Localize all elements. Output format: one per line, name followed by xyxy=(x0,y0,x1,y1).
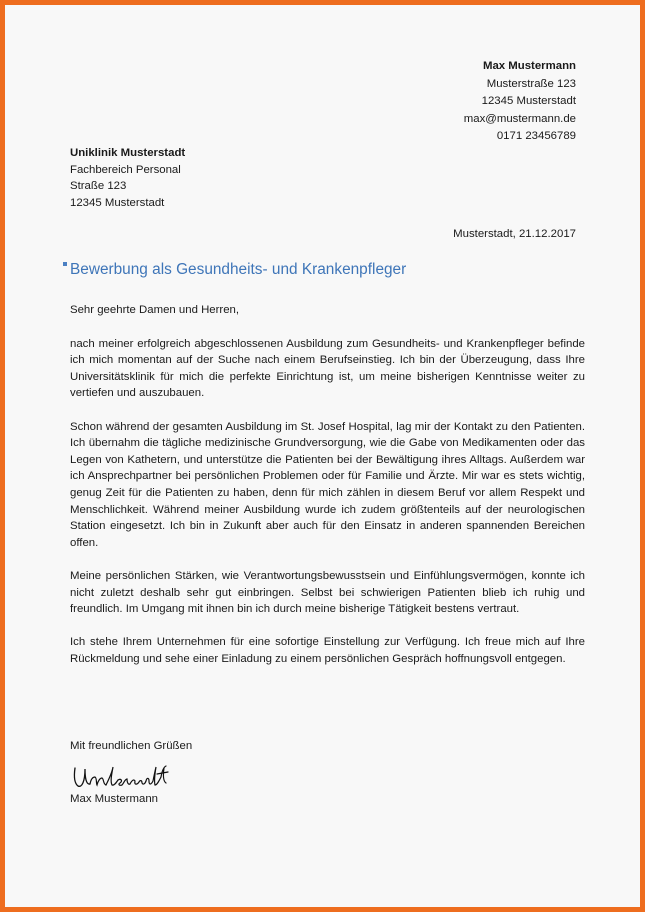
recipient-city: 12345 Musterstadt xyxy=(70,196,165,209)
sender-email: max@mustermann.de xyxy=(463,112,576,125)
handwritten-signature-icon xyxy=(69,759,173,795)
sender-phone: 0171 23456789 xyxy=(496,130,576,143)
subject-line: Bewerbung als Gesundheits- und Krankenpfleger xyxy=(70,261,407,278)
signer-name: Max Mustermann xyxy=(70,793,158,805)
sender-city: 12345 Musterstadt xyxy=(481,95,576,108)
date-line: Musterstadt, 21.12.2017 xyxy=(453,228,576,240)
salutation: Sehr geehrte Damen und Herren, xyxy=(70,304,240,316)
sender-address-block xyxy=(464,58,576,146)
letter-page xyxy=(5,5,640,907)
recipient-address-block xyxy=(70,145,185,211)
closing-line: Mit freundlichen Grüßen xyxy=(70,740,193,752)
body-paragraph-4: Ich stehe Ihrem Unternehmen für eine sofortige Einstellung zur Verfügung. Ich freue mich auf Ihre Rückmeldung und sehe einer Einladung zu einem persönlichen Gespräch hoffnungsvoll entgegen. xyxy=(70,636,585,665)
recipient-department: Fachbereich Personal xyxy=(70,163,181,176)
heading-marker-icon xyxy=(63,262,67,266)
recipient-street: Straße 123 xyxy=(70,180,127,193)
sender-name: Max Mustermann xyxy=(482,60,576,72)
body-paragraph-3: Meine persönlichen Stärken, wie Verantwortungsbewusstsein und Einfühlungsvermögen, konnte ich nicht zuletzt deshalb sehr gut einbringen. Selbst bei schwierigen Patienten blieb ich ruhig und freundlich. Im Umgang mit ihnen bin ich durch meine bisherige Tätigkeit bestens vertraut. xyxy=(70,569,585,616)
letter-body xyxy=(70,302,585,684)
recipient-organization: Uniklinik Musterstadt xyxy=(70,147,186,159)
sender-street: Musterstraße 123 xyxy=(486,77,576,90)
body-paragraph-1: nach meiner erfolgreich abgeschlossenen Ausbildung zum Gesundheits- und Krankenpfleger befinde ich mich momentan auf der Suche nach einem Berufseinstieg. Ich bin der Überzeugung, dass Ihre Universitätsklinik für mich die perfekte Einrichtung ist, um meine bisherigen Kenntnisse weiter zu vertiefen und auszubauen. xyxy=(70,337,585,400)
body-paragraph-2: Schon während der gesamten Ausbildung im St. Josef Hospital, lag mir der Kontakt zu den Patienten. Ich übernahm die tägliche medizinische Grundversorgung, wie die Gabe von Medikamenten oder das Legen von Kathetern, und unterstütze die Patienten bei der Bewältigung ihres Alltags. Außerdem war ich Ansprechpartner bei persönlichen Problemen oder für Familie und Ärzte. Mir war es stets wichtig, genug Zeit für die Patienten zu haben, denn für mich zählen in diesem Beruf vor allem Respekt und Menschlichkeit. Während meiner Ausbildung wurde ich zudem größtenteils auf der neurologischen Station eingesetzt. Ich bin in Zukunft aber auch für den Einsatz in anderen spannenden Bereichen offen. xyxy=(70,420,585,549)
